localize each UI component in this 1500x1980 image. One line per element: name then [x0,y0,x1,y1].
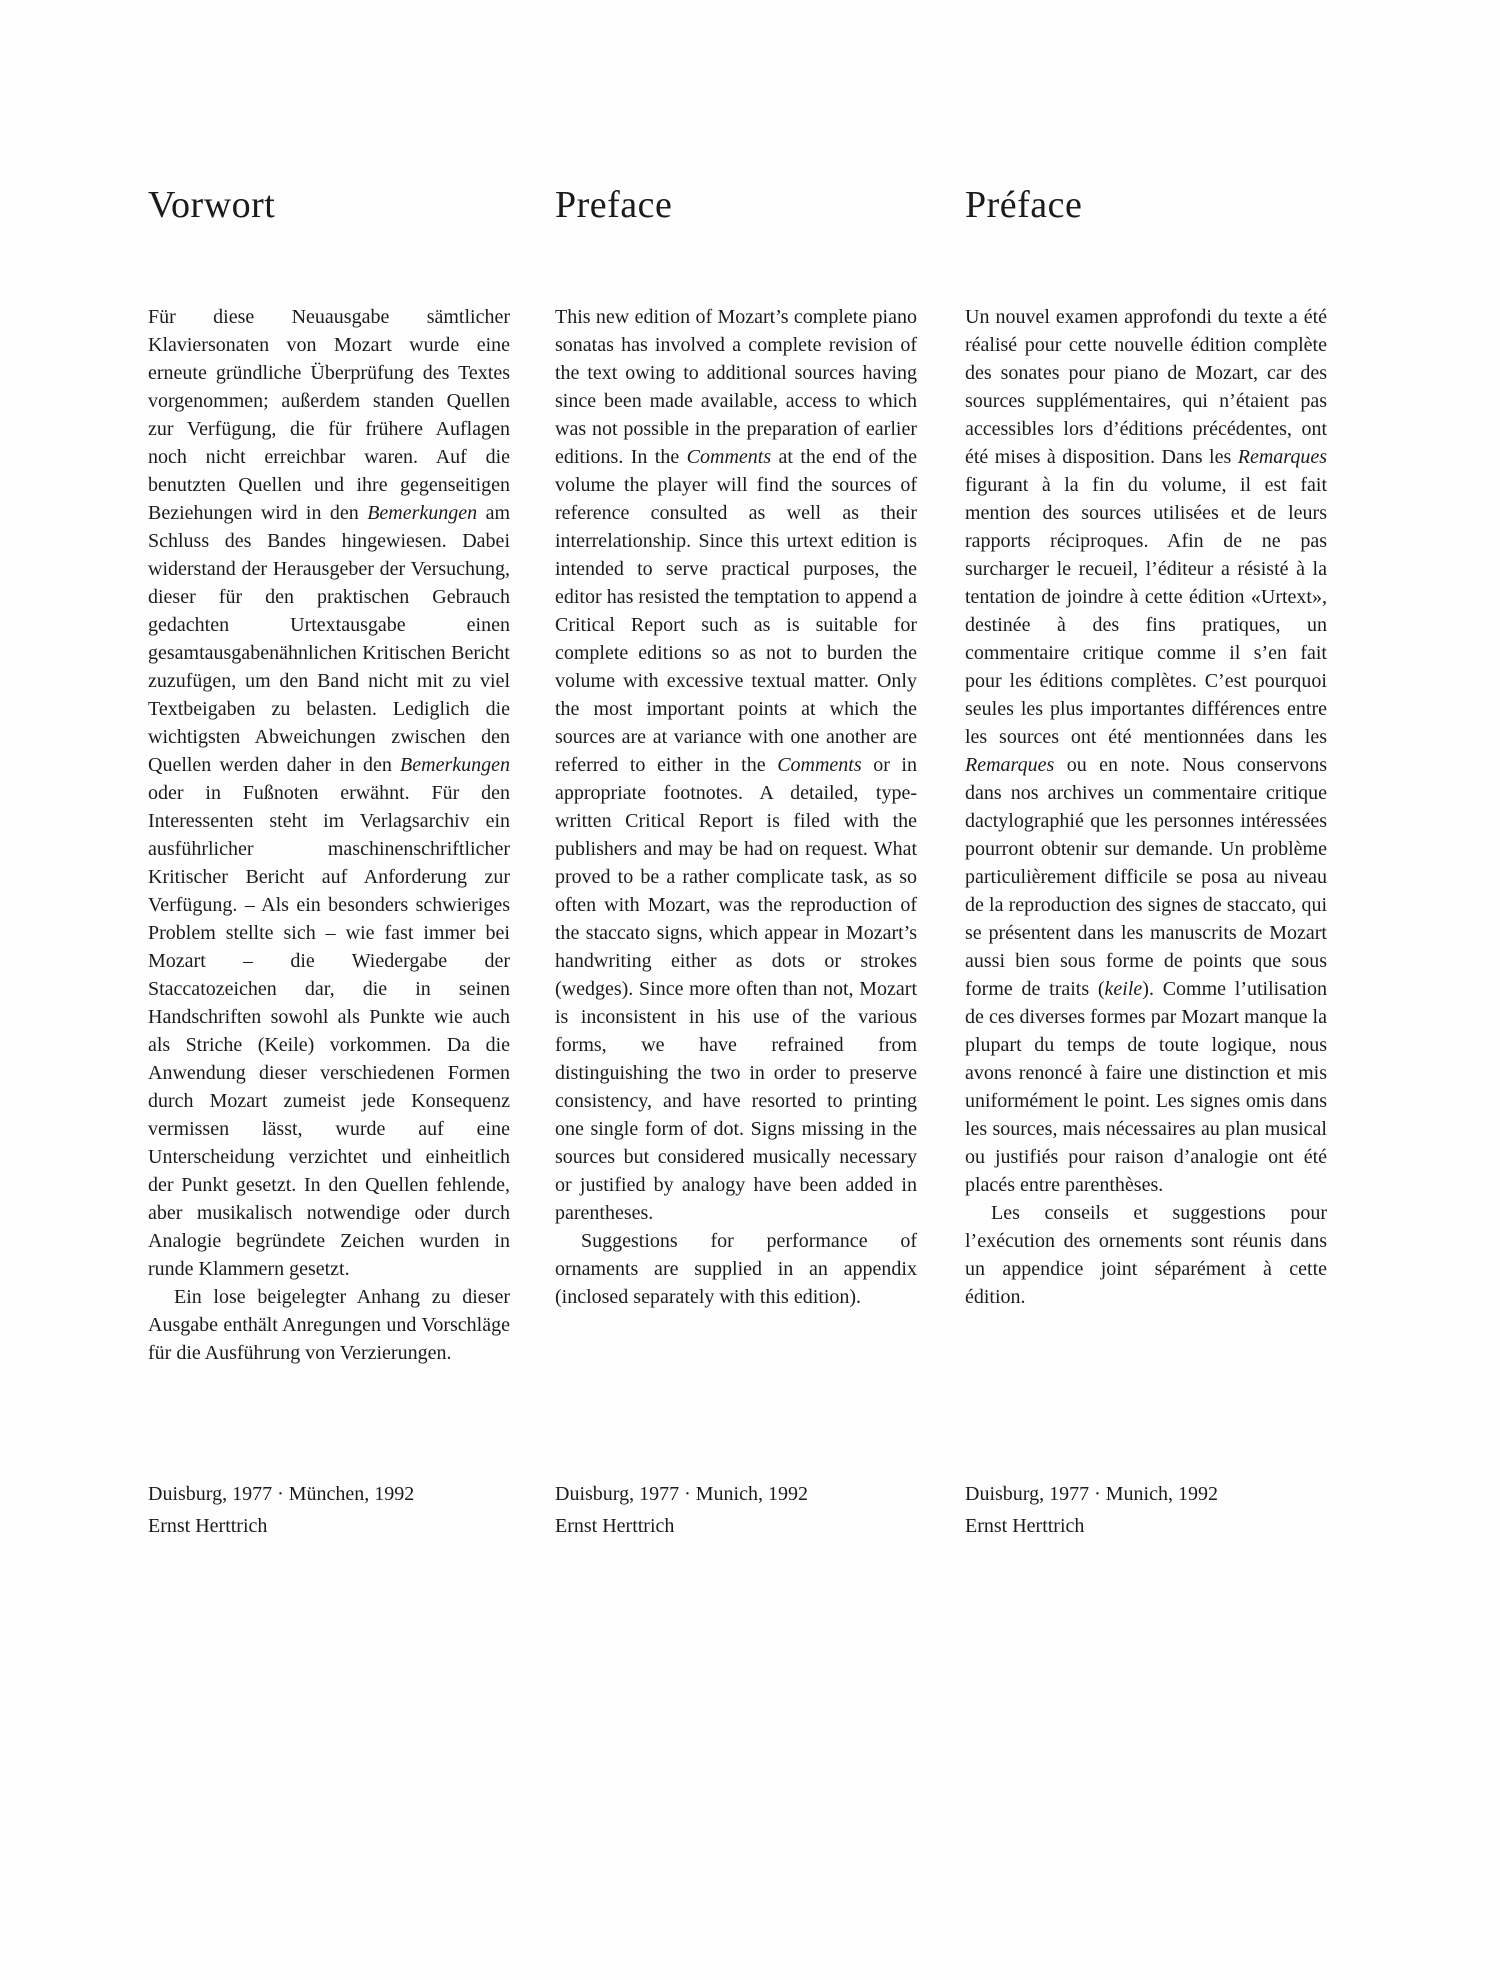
paragraph: Suggestions for performance of ornaments are supplied in an appendix (inclosed separately with this edition). [555,1230,917,1308]
paragraph: This new edition of Mozart’s complete piano sonatas has involved a complete revision of the text owing to additional sources having since been made available, access to which was not possible in the preparation of earlier editions. In the Comments at the end of the volume the player will find the sources of reference consulted as well as their interrelationship. Since this urtext edition is intended to serve practical purposes, the editor has resisted the temptation to append a Critical Report such as is suitable for complete editions so as not to burden the volume with excessive textual matter. Only the most important points at which the sources are at variance with one another are referred to either in the Comments or in appropriate footnotes. A detailed, type-written Critical Report is filed with the publishers and may be had on request. What proved to be a rather complicate task, as so often with Mozart, was the reproduction of the staccato signs, which appear in Mozart’s handwriting either as dots or strokes (wedges). Since more often than not, Mozart is inconsistent in his use of the various forms, we have refrained from distinguishing the two in order to preserve consistency, and have resorted to printing one single form of dot. Signs missing in the sources but considered musically necessary or justified by analogy have been added in parentheses. [555,306,917,1224]
dateline: Duisburg, 1977 · München, 1992 [148,1483,415,1505]
paragraph: Un nouvel examen approfondi du texte a été réalisé pour cette nouvelle édition complète des sonates pour piano de Mozart, car des sources supplémentaires, qui n’étaient pas accessibles lors d’éditions précédentes, ont été mises à disposition. Dans les Remarques figurant à la fin du volume, il est fait mention des sources utilisées et de leurs rapports réciproques. Afin de ne pas surcharger le recueil, l’éditeur a résisté à la tentation de joindre à cette édition «Urtext», destinée à des fins pratiques, un commentaire critique comme il s’en fait pour les éditions complètes. C’est pourquoi seules les plus importantes différences entre les sources ont été mentionnées dans les Remarques ou en note. Nous conservons dans nos archives un commentaire critique dactylographié que les personnes intéressées pourront obtenir sur demande. Un problème particulièrement difficile se posa au niveau de la reproduction des signes de staccato, qui se présentent dans les manuscrits de Mozart aussi bien sous forme de points que sous forme de traits (keile). Comme l’utilisation de ces diverses formes par Mozart manque la plupart du temps de toute logique, nous avons renoncé à faire une distinction et mis uniformément le point. Les signes omis dans les sources, mais nécessaires au plan musical ou justifiés pour raison d’analogie ont été placés entre parenthèses. [965,306,1327,1196]
paragraph: Ein lose beigelegter Anhang zu dieser Ausgabe enthält Anregungen und Vorschläge für die Ausführung von Verzierungen. [148,1286,510,1364]
column-french [965,185,1327,1885]
paragraph: Les conseils et suggestions pour l’exécution des ornements sont réunis dans un appendice joint séparément à cette édition. [965,1202,1327,1308]
imprint-french [965,1478,1327,1542]
signature: Ernst Herttrich [148,1515,268,1537]
imprint-english [555,1478,917,1542]
heading-vorwort: Vorwort [148,184,276,226]
paragraph: Für diese Neuausgabe sämtlicher Klaviersonaten von Mozart wurde eine erneute gründliche Überprüfung des Textes vorgenommen; außerdem standen Quellen zur Verfügung, die für frühere Auflagen noch nicht erreichbar waren. Auf die benutzten Quellen und ihre gegenseitigen Beziehungen wird in den Bemerkungen am Schluss des Bandes hingewiesen. Dabei widerstand der Herausgeber der Versuchung, dieser für den praktischen Gebrauch gedachten Urtextausgabe einen gesamtausgabenähnlichen Kritischen Bericht zuzufügen, um den Band nicht mit zu viel Textbeigaben zu belasten. Lediglich die wichtigsten Abweichungen zwischen den Quellen werden daher in den Bemerkungen oder in Fußnoten erwähnt. Für den Interessenten steht im Verlagsarchiv ein ausführlicher maschinenschriftlicher Kritischer Bericht auf Anforderung zur Verfügung. – Als ein besonders schwieriges Problem stellte sich – wie fast immer bei Mozart – die Wiedergabe der Staccatozeichen dar, die in seinen Handschriften sowohl als Punkte wie auch als Striche (Keile) vorkommen. Da die Anwendung dieser verschiedenen Formen durch Mozart zumeist jede Konsequenz vermissen lässt, wurde auf eine Unterscheidung verzichtet und einheitlich der Punkt gesetzt. In den Quellen fehlende, aber musikalisch notwendige oder durch Analogie begründete Zeichen wurden in runde Klammern gesetzt. [148,306,510,1280]
heading-preface-en: Preface [555,184,673,226]
signature: Ernst Herttrich [555,1515,675,1537]
heading-preface-fr: Préface [965,184,1083,226]
column-english [555,185,917,1885]
signature: Ernst Herttrich [965,1515,1085,1537]
column-german [148,185,510,1885]
body-text-french [965,303,1327,1311]
imprint-german [148,1478,510,1542]
dateline: Duisburg, 1977 · Munich, 1992 [555,1483,808,1505]
dateline: Duisburg, 1977 · Munich, 1992 [965,1483,1218,1505]
body-text-english [555,303,917,1311]
body-text-german [148,303,510,1367]
